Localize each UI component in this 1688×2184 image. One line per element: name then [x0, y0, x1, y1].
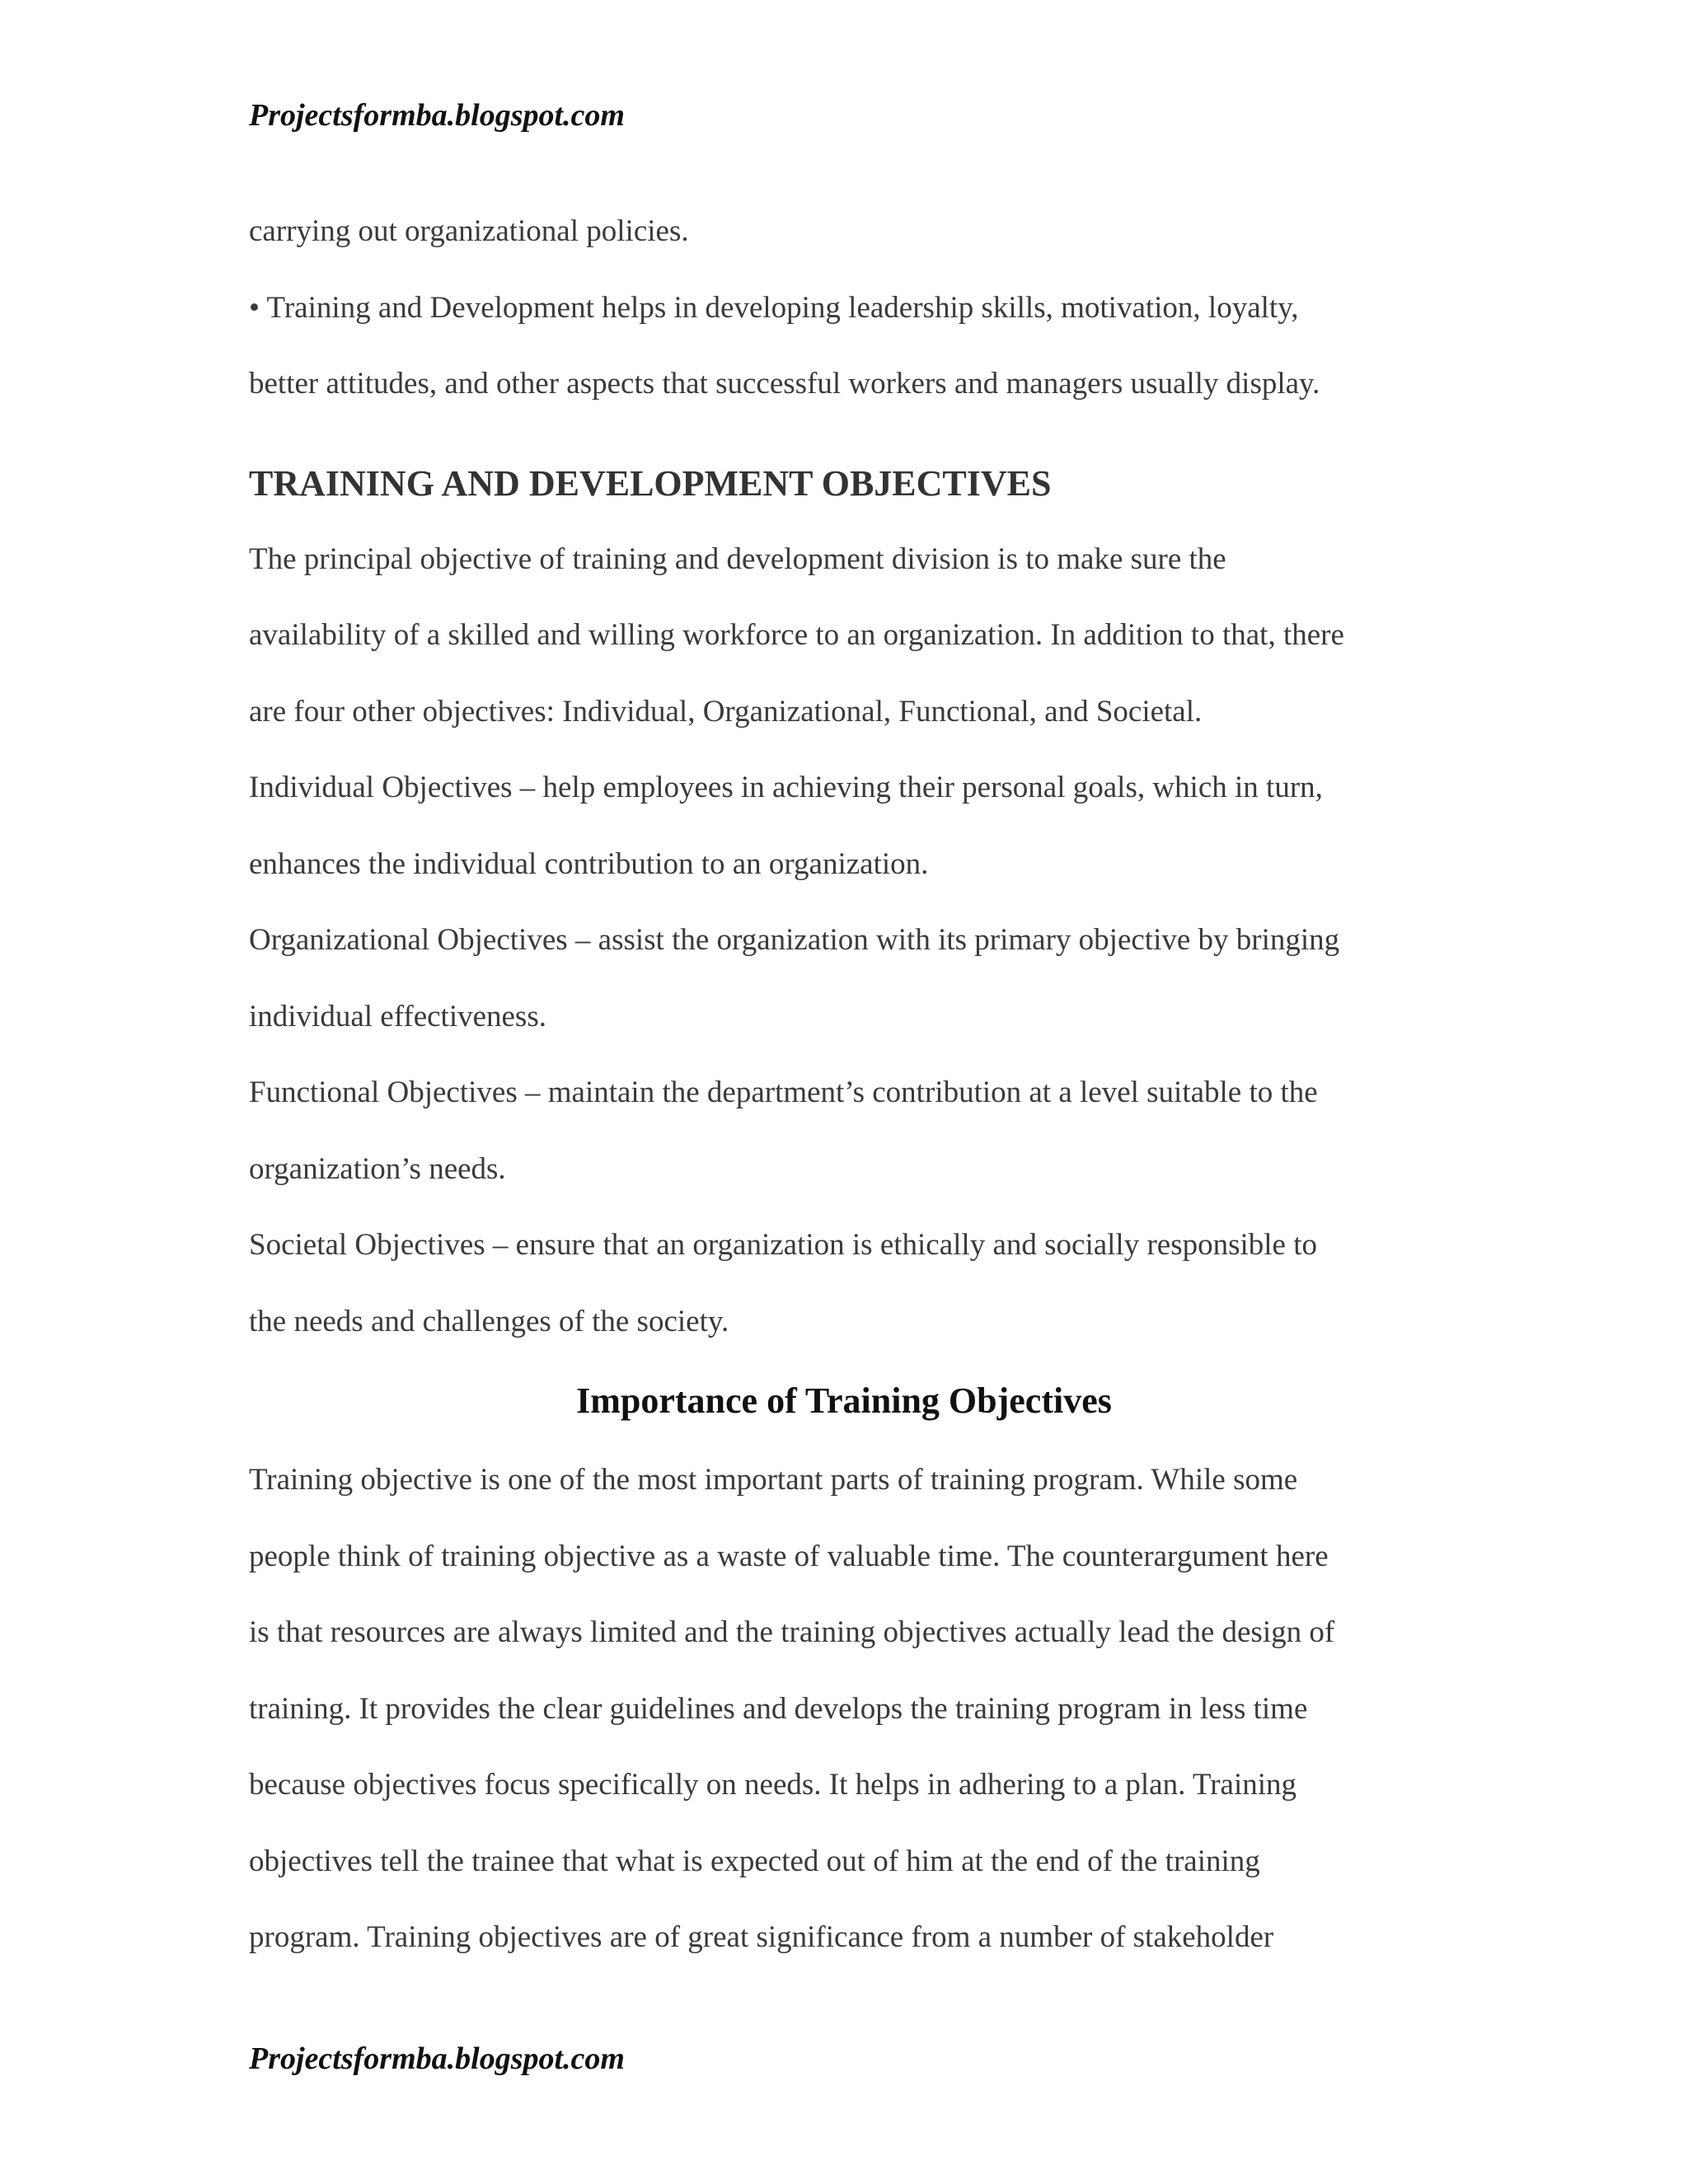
- paragraph-line: Training objective is one of the most important parts of training program. While some: [249, 1463, 1298, 1497]
- page-footer: Projectsformba.blogspot.com: [249, 2041, 625, 2076]
- section-heading-objectives: TRAINING AND DEVELOPMENT OBJECTIVES: [249, 462, 1052, 504]
- paragraph-line: better attitudes, and other aspects that successful workers and managers usually display.: [249, 367, 1320, 401]
- paragraph-line: training. It provides the clear guidelines and develops the training program in less time: [249, 1691, 1308, 1726]
- section-heading-importance: Importance of Training Objectives: [576, 1380, 1112, 1421]
- paragraph-line: Functional Objectives – maintain the department’s contribution at a level suitable to the: [249, 1076, 1318, 1109]
- paragraph-line: availability of a skilled and willing workforce to an organization. In addition to that, there: [249, 618, 1344, 652]
- section-gap: [249, 423, 1452, 446]
- paragraph-line: because objectives focus specifically on needs. It helps in adhering to a plan. Training: [249, 1768, 1297, 1802]
- paragraph-line: objectives tell the trainee that what is expected out of him at the end of the training: [249, 1844, 1260, 1878]
- paragraph-line: carrying out organizational policies.: [249, 214, 689, 248]
- bullet-line: • Training and Development helps in developing leadership skills, motivation, loyalty,: [249, 290, 1299, 325]
- paragraph-line: Individual Objectives – help employees in achieving their personal goals, which in turn,: [249, 771, 1323, 804]
- paragraph-line: is that resources are always limited and the training objectives actually lead the design of: [249, 1615, 1335, 1649]
- paragraph-line: Societal Objectives – ensure that an organization is ethically and socially responsible to: [249, 1228, 1318, 1262]
- paragraph-line: Organizational Objectives – assist the organization with its primary objective by bringing: [249, 923, 1340, 957]
- paragraph-line: The principal objective of training and development division is to make sure the: [249, 541, 1226, 576]
- paragraph-line: organization’s needs.: [249, 1151, 506, 1186]
- body-text: [249, 194, 1452, 1976]
- paragraph-line: people think of training objective as a waste of valuable time. The counterargument here: [249, 1539, 1329, 1573]
- paragraph-line: are four other objectives: Individual, Organizational, Functional, and Societal.: [249, 694, 1203, 729]
- paragraph-line: enhances the individual contribution to an organization.: [249, 846, 929, 881]
- paragraph-line: the needs and challenges of the society.: [249, 1304, 729, 1338]
- paragraph-line: program. Training objectives are of great significance from a number of stakeholder: [249, 1920, 1274, 1954]
- paragraph-line: individual effectiveness.: [249, 999, 546, 1033]
- page-header: Projectsformba.blogspot.com: [249, 98, 625, 133]
